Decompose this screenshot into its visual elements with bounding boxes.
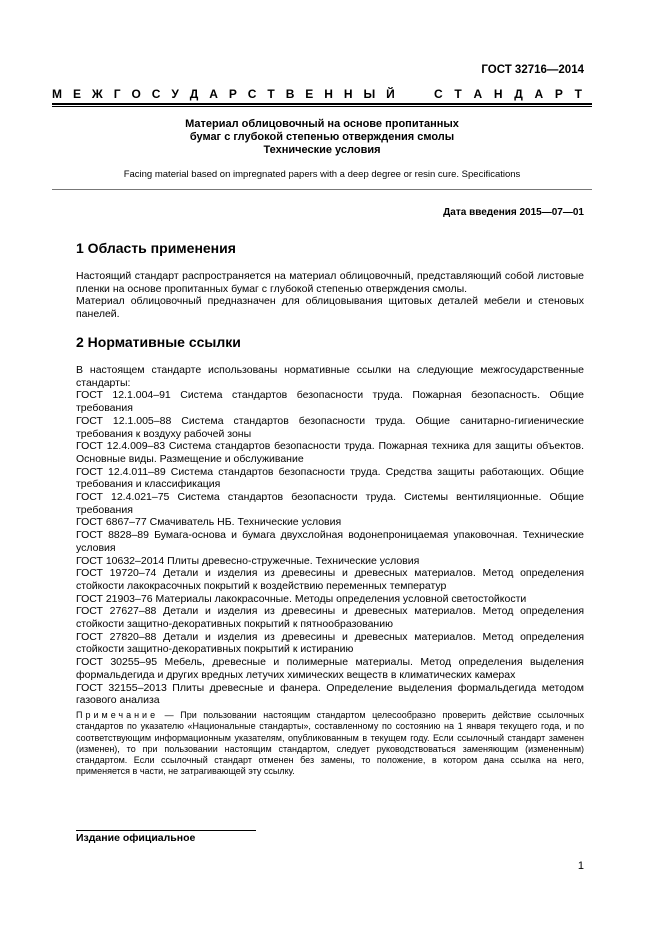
- section-2-heading: 2 Нормативные ссылки: [76, 334, 241, 350]
- banner-letter: Д: [514, 87, 523, 101]
- normative-reference: ГОСТ 30255–95 Мебель, древесные и полимерные материалы. Метод определения выделения формальдегида и других вредных летучих химических веществ в климатических камерах: [76, 656, 584, 681]
- section-1-paragraph-1: Настоящий стандарт распространяется на материал облицовочный, представляющий собой листовые пленки на основе пропитанных бумаг с глубокой степенью отверждения смолы.: [76, 270, 584, 295]
- banner-letter: А: [473, 87, 483, 101]
- banner-letter: Т: [267, 87, 275, 101]
- header-rule: [52, 103, 592, 105]
- section-1-heading: 1 Область применения: [76, 240, 236, 256]
- normative-reference: ГОСТ 12.1.004–91 Система стандартов безопасности труда. Пожарная безопасность. Общие требования: [76, 389, 584, 415]
- banner-letter: Г: [113, 87, 121, 101]
- standard-number: ГОСТ 32716—2014: [481, 64, 584, 76]
- banner-letter: Н: [324, 87, 333, 101]
- banner-letter: С: [247, 87, 257, 101]
- banner-letter: Ж: [91, 87, 103, 101]
- normative-reference: ГОСТ 12.4.021–75 Система стандартов безопасности труда. Системы вентиляционные. Общие требования: [76, 491, 584, 516]
- section-1-paragraph-2: Материал облицовочный предназначен для облицовывания щитовых деталей мебели и стеновых панелей.: [76, 295, 584, 321]
- normative-reference: ГОСТ 12.4.009–83 Система стандартов безопасности труда. Пожарная техника для защиты объектов. Основные виды. Размещение и обслуживание: [76, 440, 584, 465]
- page-number: 1: [577, 860, 584, 872]
- normative-reference: ГОСТ 32155–2013 Плиты древесные и фанера. Определение выделения формальдегида методом газового анализа: [76, 681, 584, 707]
- banner-letter: Е: [72, 87, 81, 101]
- section-1-body: [76, 270, 584, 321]
- normative-reference: ГОСТ 8828–89 Бумага-основа и бумага двухслойная водонепроницаемая упаковочная. Технические условия: [76, 529, 584, 554]
- normative-reference: ГОСТ 27820–88 Детали и изделия из древесины и древесных материалов. Метод определения стойкости защитно-декоративных покрытий к истиранию: [76, 630, 584, 656]
- title-line-3: Технические условия: [263, 144, 381, 156]
- banner-letter: У: [171, 87, 179, 101]
- banner-letter: Т: [574, 87, 582, 101]
- note: [76, 710, 584, 778]
- banner-letter: О: [131, 87, 141, 101]
- normative-reference: ГОСТ 6867–77 Смачиватель НБ. Технические условия: [76, 516, 342, 529]
- banner-letter: С: [151, 87, 161, 101]
- banner-letter: Н: [343, 87, 353, 101]
- banner-letter: А: [209, 87, 218, 101]
- official-edition: Издание официальное: [76, 832, 196, 844]
- note-text: — При пользовании настоящим стандартом целесообразно проверить действие ссылочных стандартов по указателю «Национальные стандарты», составленному по состоянию на 1 января текущего года, и по соответствующим информационным указателям, опубликованным в текущем году. Если ссылочный стандарт заменен (изменен), то при пользовании настоящим стандартом, следует руководствоваться заменяющим (измененным) стандартом. Если ссылочный стандарт отменен без замены, то положение, в котором дана ссылка на него, применяется в части, не затрагивающей эту ссылку.: [76, 710, 584, 777]
- normative-reference: ГОСТ 21903–76 Материалы лакокрасочные. Методы определения условной светостойкости: [76, 592, 527, 605]
- section-2-body: [76, 364, 584, 707]
- banner-letter: Й: [386, 87, 395, 101]
- normative-reference: ГОСТ 12.4.011–89 Система стандартов безопасности труда. Средства защиты работающих. Общие требования и классификация: [76, 465, 584, 491]
- banner-letter: Т: [454, 87, 462, 101]
- banner-letter: В: [285, 87, 295, 101]
- normative-reference: ГОСТ 10632–2014 Плиты древесно-стружечные. Технические условия: [76, 554, 420, 567]
- normative-reference: ГОСТ 12.1.005–88 Система стандартов безопасности труда. Общие санитарно-гигиенические требования к воздуху рабочей зоны: [76, 414, 584, 440]
- interstate-standard-banner: [52, 87, 582, 101]
- banner-letter: Е: [305, 87, 314, 101]
- document-title: [52, 118, 592, 157]
- title-rule: [52, 189, 592, 190]
- section-2-intro: В настоящем стандарте использованы нормативные ссылки на следующие межгосударственные стандарты:: [76, 364, 584, 389]
- banner-letter: А: [534, 87, 544, 101]
- footer-rule: [76, 830, 256, 831]
- banner-letter: С: [434, 87, 443, 101]
- note-label: Примечание: [76, 710, 159, 720]
- banner-letter: Ы: [363, 87, 376, 101]
- normative-reference: ГОСТ 19720–74 Детали и изделия из древесины и древесных материалов. Метод определения стойкости лакокрасочных покрытий к воздействию переменных температур: [76, 567, 584, 592]
- title-line-1: Материал облицовочный на основе пропитанных: [185, 118, 459, 130]
- banner-letter: Р: [554, 87, 563, 101]
- banner-letter: Н: [493, 87, 503, 101]
- banner-word-interstate: [52, 87, 395, 101]
- banner-word-standard: [434, 87, 582, 101]
- introduction-date: Дата введения 2015—07—01: [443, 207, 584, 218]
- title-line-2: бумаг с глубокой степенью отверждения смолы: [189, 131, 455, 143]
- normative-reference: ГОСТ 27627–88 Детали и изделия из древесины и древесных материалов. Метод определения стойкости защитно-декоративных покрытий к пятнообразованию: [76, 605, 584, 631]
- banner-letter: Д: [189, 87, 199, 101]
- banner-letter: М: [52, 87, 62, 101]
- english-title: Facing material based on impregnated papers with a deep degree or resin cure. Specifications: [123, 169, 521, 180]
- banner-letter: Р: [228, 87, 237, 101]
- header-rule-thin: [52, 106, 592, 107]
